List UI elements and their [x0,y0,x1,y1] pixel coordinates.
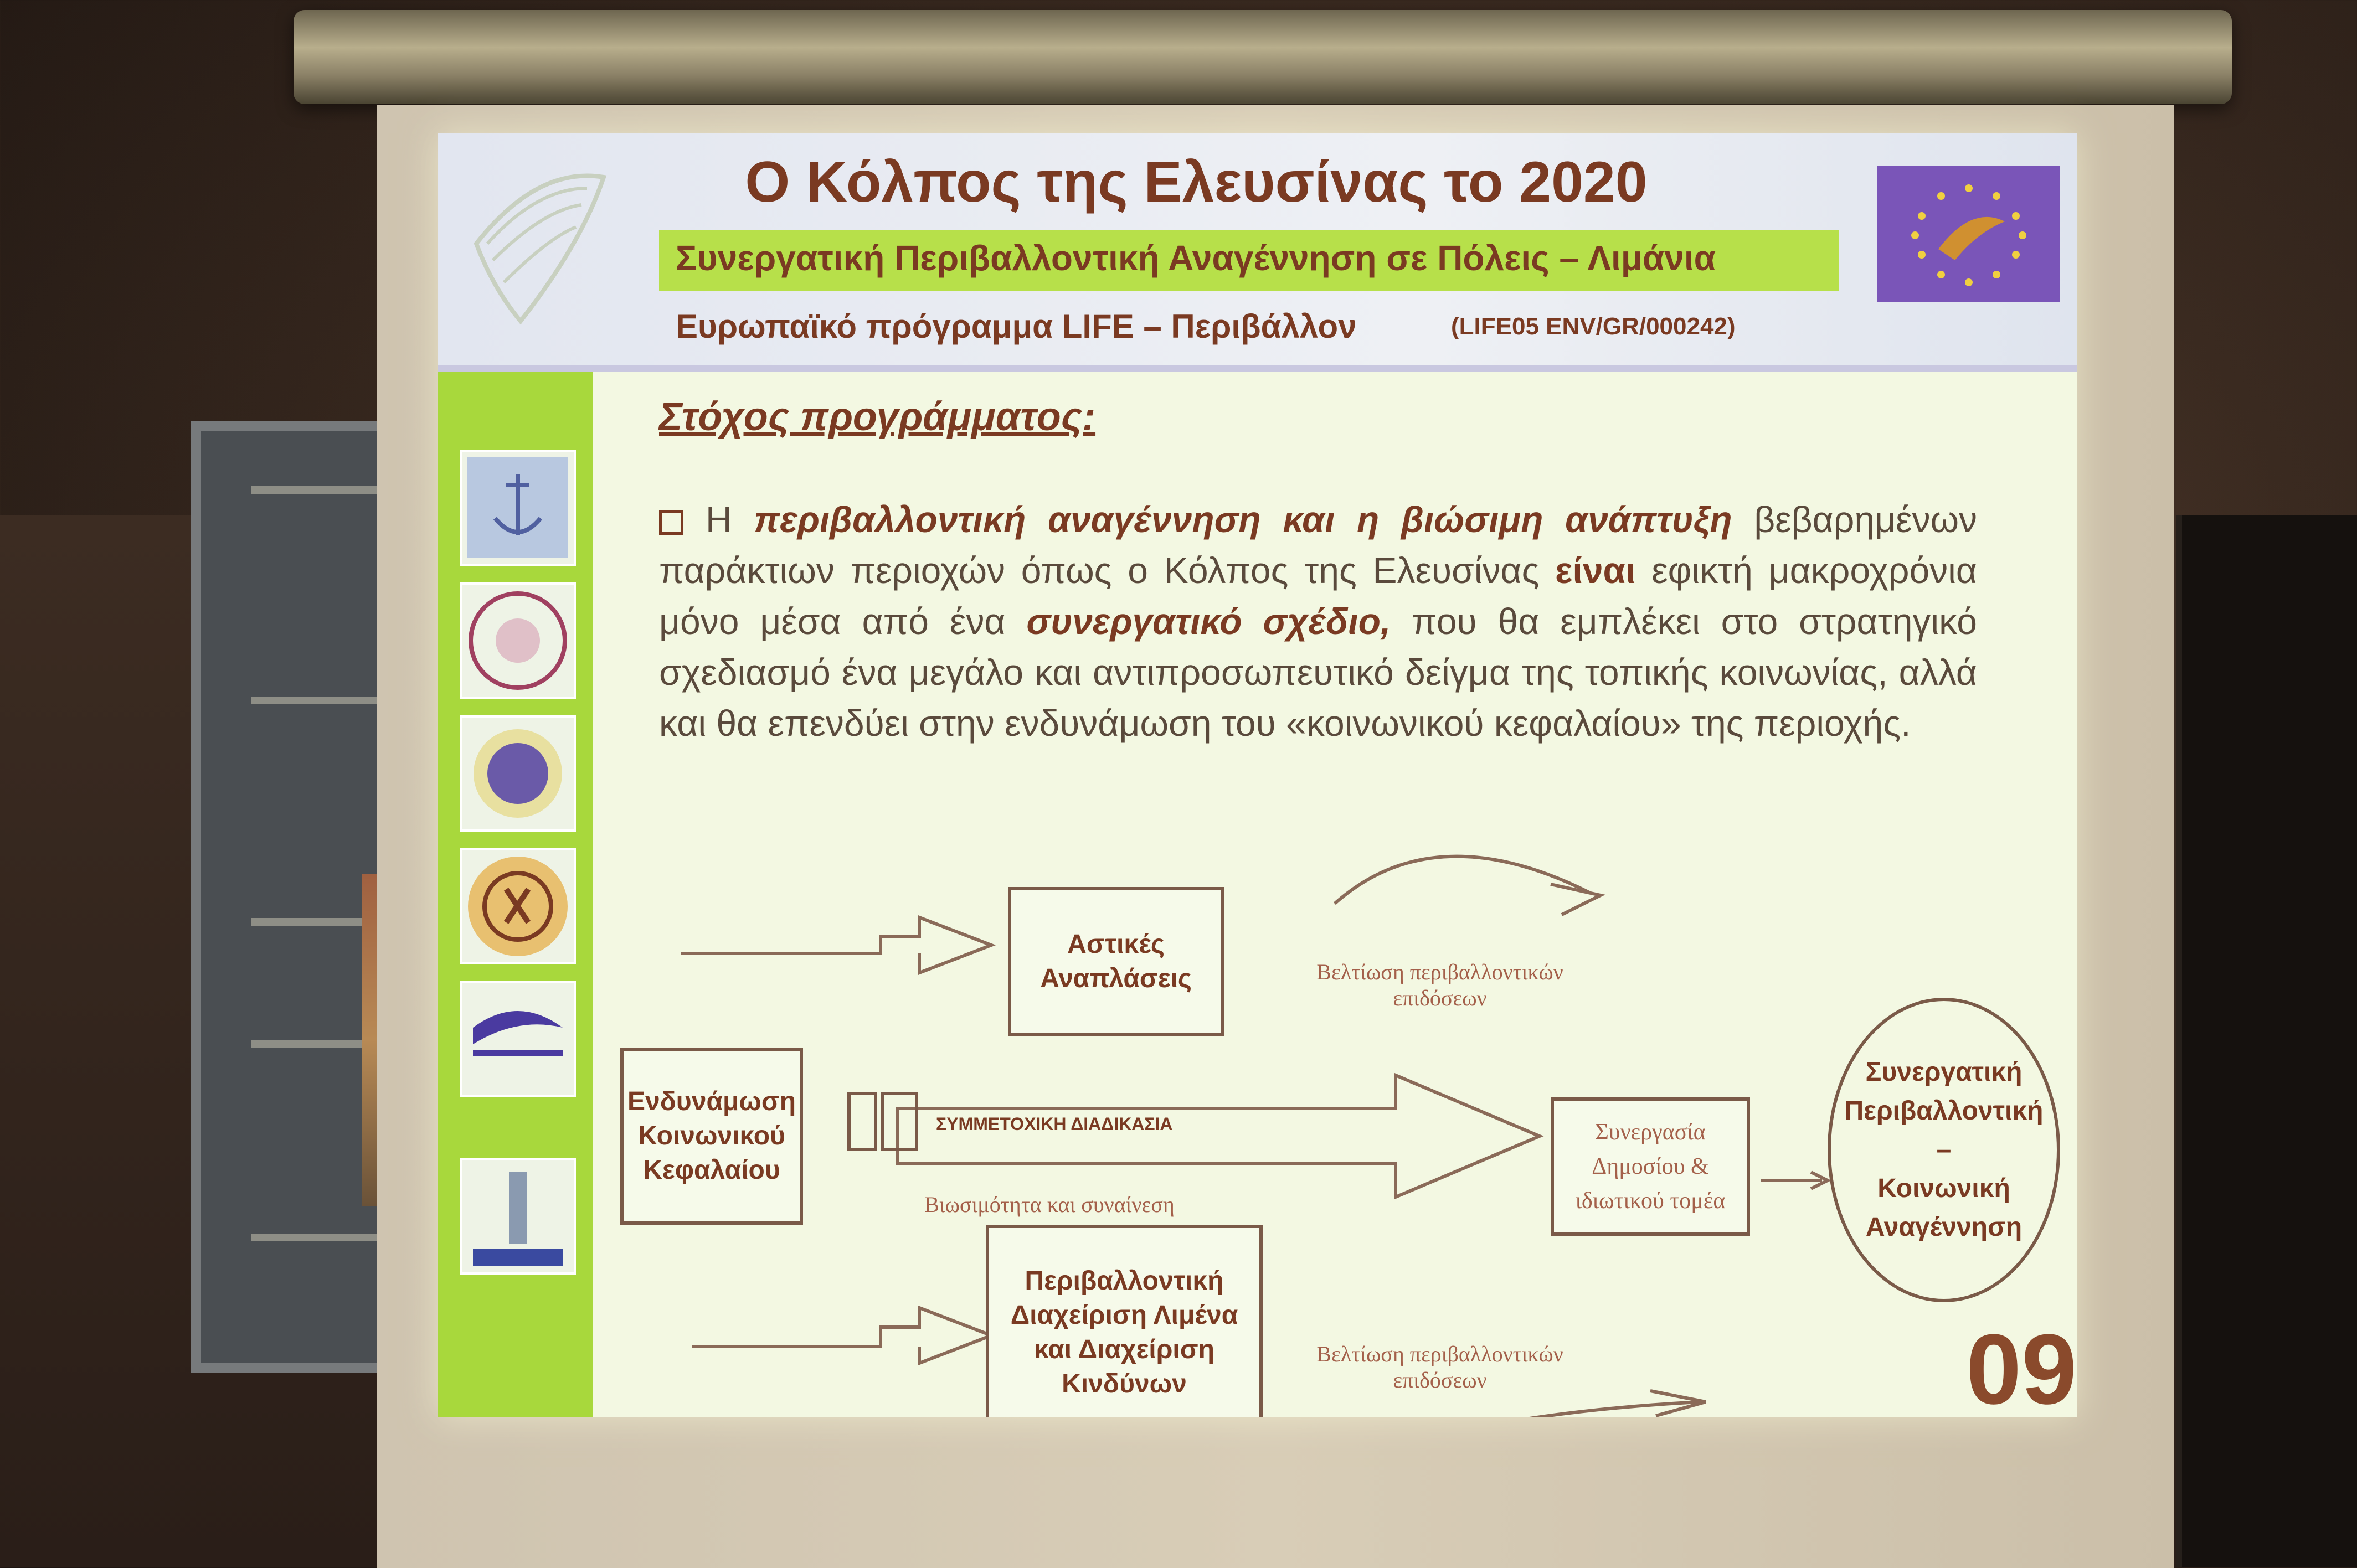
box-social-capital: Ενδυνάμωση Κοινωνικού Κεφαλαίου [620,1048,803,1225]
slide-content [604,372,2077,1417]
slide [438,133,2077,1417]
oval-line1: Συνεργατική Περιβαλλοντική [1844,1058,2044,1126]
box-urban-regeneration: Αστικές Αναπλάσεις [1008,887,1224,1036]
curved-arrow-top [1335,857,1589,904]
association-seal-icon [460,582,576,699]
performance-caption-top: Βελτίωση περιβαλλοντικών επιδόσεων [1316,960,1563,1010]
anchor-logo-icon [460,450,576,566]
shell-logo-icon [454,155,620,338]
participation-label: ΣΥΜΜΕΤΟΧΙΚΗ ΔΙΑΔΙΚΑΣΙΑ [936,1114,1173,1134]
program-name: Ευρωπαϊκό πρόγραμμα LIFE – Περιβάλλον [676,308,1357,345]
curved-arrow-top-head [1551,884,1601,915]
para-emphasis: είναι [1555,550,1636,591]
participation-arrow [897,1075,1540,1197]
slide-header [438,133,2077,372]
participation-pill [847,1092,877,1151]
para-text: βεβαρημένων παράκτιων περιοχών όπως ο Κόλπος της Ελευσίνας [659,499,1978,591]
screen-roller [294,10,2232,104]
oval-line2: Κοινωνική Αναγέννηση [1865,1174,2023,1242]
participation-pill [881,1092,918,1151]
footer-logo: 09 [1966,1314,2077,1417]
objective-heading: Στόχος προγράμματος: [659,395,1096,439]
program-code: (LIFE05 ENV/GR/000242) [1451,313,1736,340]
slide-title: Ο Κόλπος της Ελευσίνας το 2020 [745,150,1648,214]
subtitle-band [659,230,1839,291]
eu-flag-icon [1877,166,2060,302]
lighthouse-logo-icon [460,1158,576,1275]
municipality-seal-icon [460,715,576,832]
sustainability-caption: Βιωσιμότητα και συναίνεση [924,1192,1175,1217]
para-text: Η [706,499,754,540]
para-emphasis: περιβαλλοντική αναγέννηση και η βιώσιμη ανάπτυξη [754,499,1732,540]
para-emphasis: συνεργατικό σχέδιο, [1026,601,1391,642]
box-public-private: Συνεργασία Δημοσίου & ιδιωτικού τομέα [1551,1097,1750,1236]
arrow-to-top-box [681,917,991,973]
diagram-arrows [604,372,2077,1417]
logo-sidebar [438,372,593,1417]
para-text: που θα εμπλέκει στο στρατηγικό σχεδιασμό ένα μεγάλο και αντιπροσωπευτικό δείγμα της τοπικής κοινωνίας, αλλά και θα επενδύει στην ενδυνάμωση του «κοινωνικού κεφαλαίου» της περιοχής. [659,601,1977,744]
university-seal-icon [460,848,576,964]
arrow-to-bottom-box [692,1308,991,1363]
box-port-management: Περιβαλλοντική Διαχείριση Λιμένα και Διαχείριση Κινδύνων [986,1225,1263,1417]
performance-caption-bottom: Βελτίωση περιβαλλοντικών επιδόσεων [1316,1342,1563,1392]
slide-subtitle: Συνεργατική Περιβαλλοντική Αναγέννηση σε Πόλεις – Λιμάνια [676,238,1716,278]
valenciaport-logo-icon [460,981,576,1097]
blackboard [2176,515,2357,1567]
para-text: εφικτή μακροχρόνια μόνο μέσα από ένα [659,550,1977,642]
oval-dash: – [1936,1135,1952,1164]
oval-regeneration [1828,998,2060,1302]
curved-arrow-bottom [1368,1402,1700,1417]
